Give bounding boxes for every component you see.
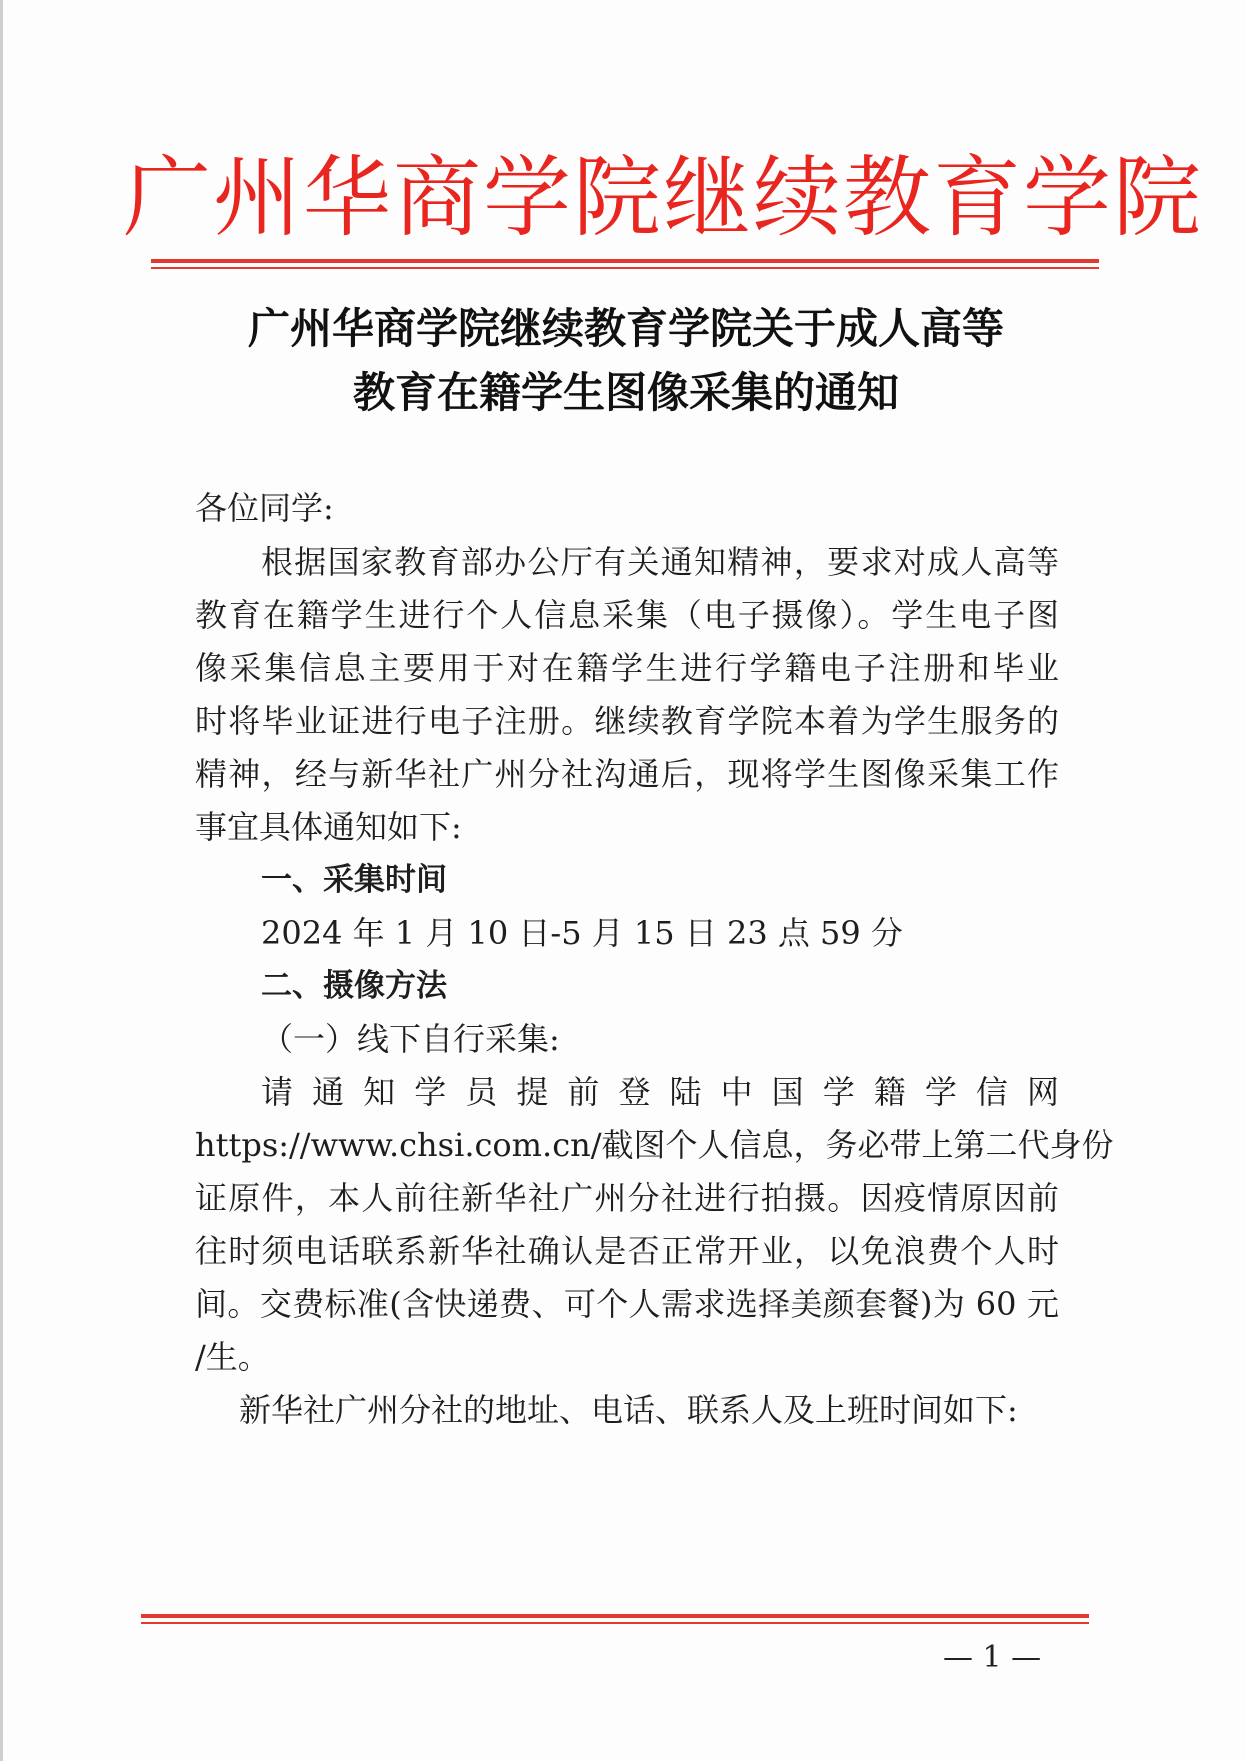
- salutation: 各位同学:: [195, 489, 334, 527]
- notice-title-line-2: 教育在籍学生图像采集的通知: [352, 368, 899, 417]
- section-heading-collection-time: 一、采集时间: [261, 862, 447, 898]
- notice-title-line-1: 广州华商学院继续教育学院关于成人高等: [247, 304, 1004, 353]
- address-intro: 新华社广州分社的地址、电话、联系人及上班时间如下:: [239, 1391, 1018, 1429]
- paragraph-line: 教育在籍学生进行个人信息采集（电子摄像）。学生电子图: [195, 596, 1059, 634]
- footer-divider-thin: [141, 1622, 1089, 1624]
- paragraph-line: 间。交费标准(含快递费、可个人需求选择美颜套餐)为 60 元: [195, 1285, 1059, 1323]
- masthead-divider-thin: [151, 267, 1099, 269]
- paragraph-line: 时将毕业证进行电子注册。继续教育学院本着为学生服务的: [195, 702, 1059, 740]
- masthead-divider-thick: [151, 259, 1099, 263]
- paragraph-line: 精神，经与新华社广州分社沟通后，现将学生图像采集工作: [195, 755, 1059, 793]
- subsection-offline: （一）线下自行采集:: [261, 1020, 560, 1058]
- footer-divider-thick: [141, 1614, 1089, 1618]
- paragraph-line: 证原件，本人前往新华社广州分社进行拍摄。因疫情原因前: [195, 1179, 1059, 1217]
- page-number: — 1 —: [943, 1640, 1042, 1675]
- paragraph-line: 像采集信息主要用于对在籍学生进行学籍电子注册和毕业: [195, 649, 1059, 687]
- paragraph-line: 请通知学员提前登陆中国学籍学信网: [261, 1073, 1059, 1111]
- paragraph-line-url: https://www.chsi.com.cn/截图个人信息，务必带上第二代身份: [195, 1126, 1114, 1164]
- paragraph-line: /生。: [195, 1338, 270, 1376]
- collection-time-text: 2024 年 1 月 10 日-5 月 15 日 23 点 59 分: [261, 914, 903, 952]
- section-heading-method: 二、摄像方法: [261, 968, 447, 1004]
- paragraph-line: 往时须电话联系新华社确认是否正常开业，以免浪费个人时: [195, 1232, 1059, 1270]
- paragraph-line: 事宜具体通知如下:: [195, 808, 462, 846]
- paragraph-line: 根据国家教育部办公厅有关通知精神，要求对成人高等: [261, 543, 1059, 581]
- masthead-title: 广州华商学院继续教育学院: [123, 146, 1204, 249]
